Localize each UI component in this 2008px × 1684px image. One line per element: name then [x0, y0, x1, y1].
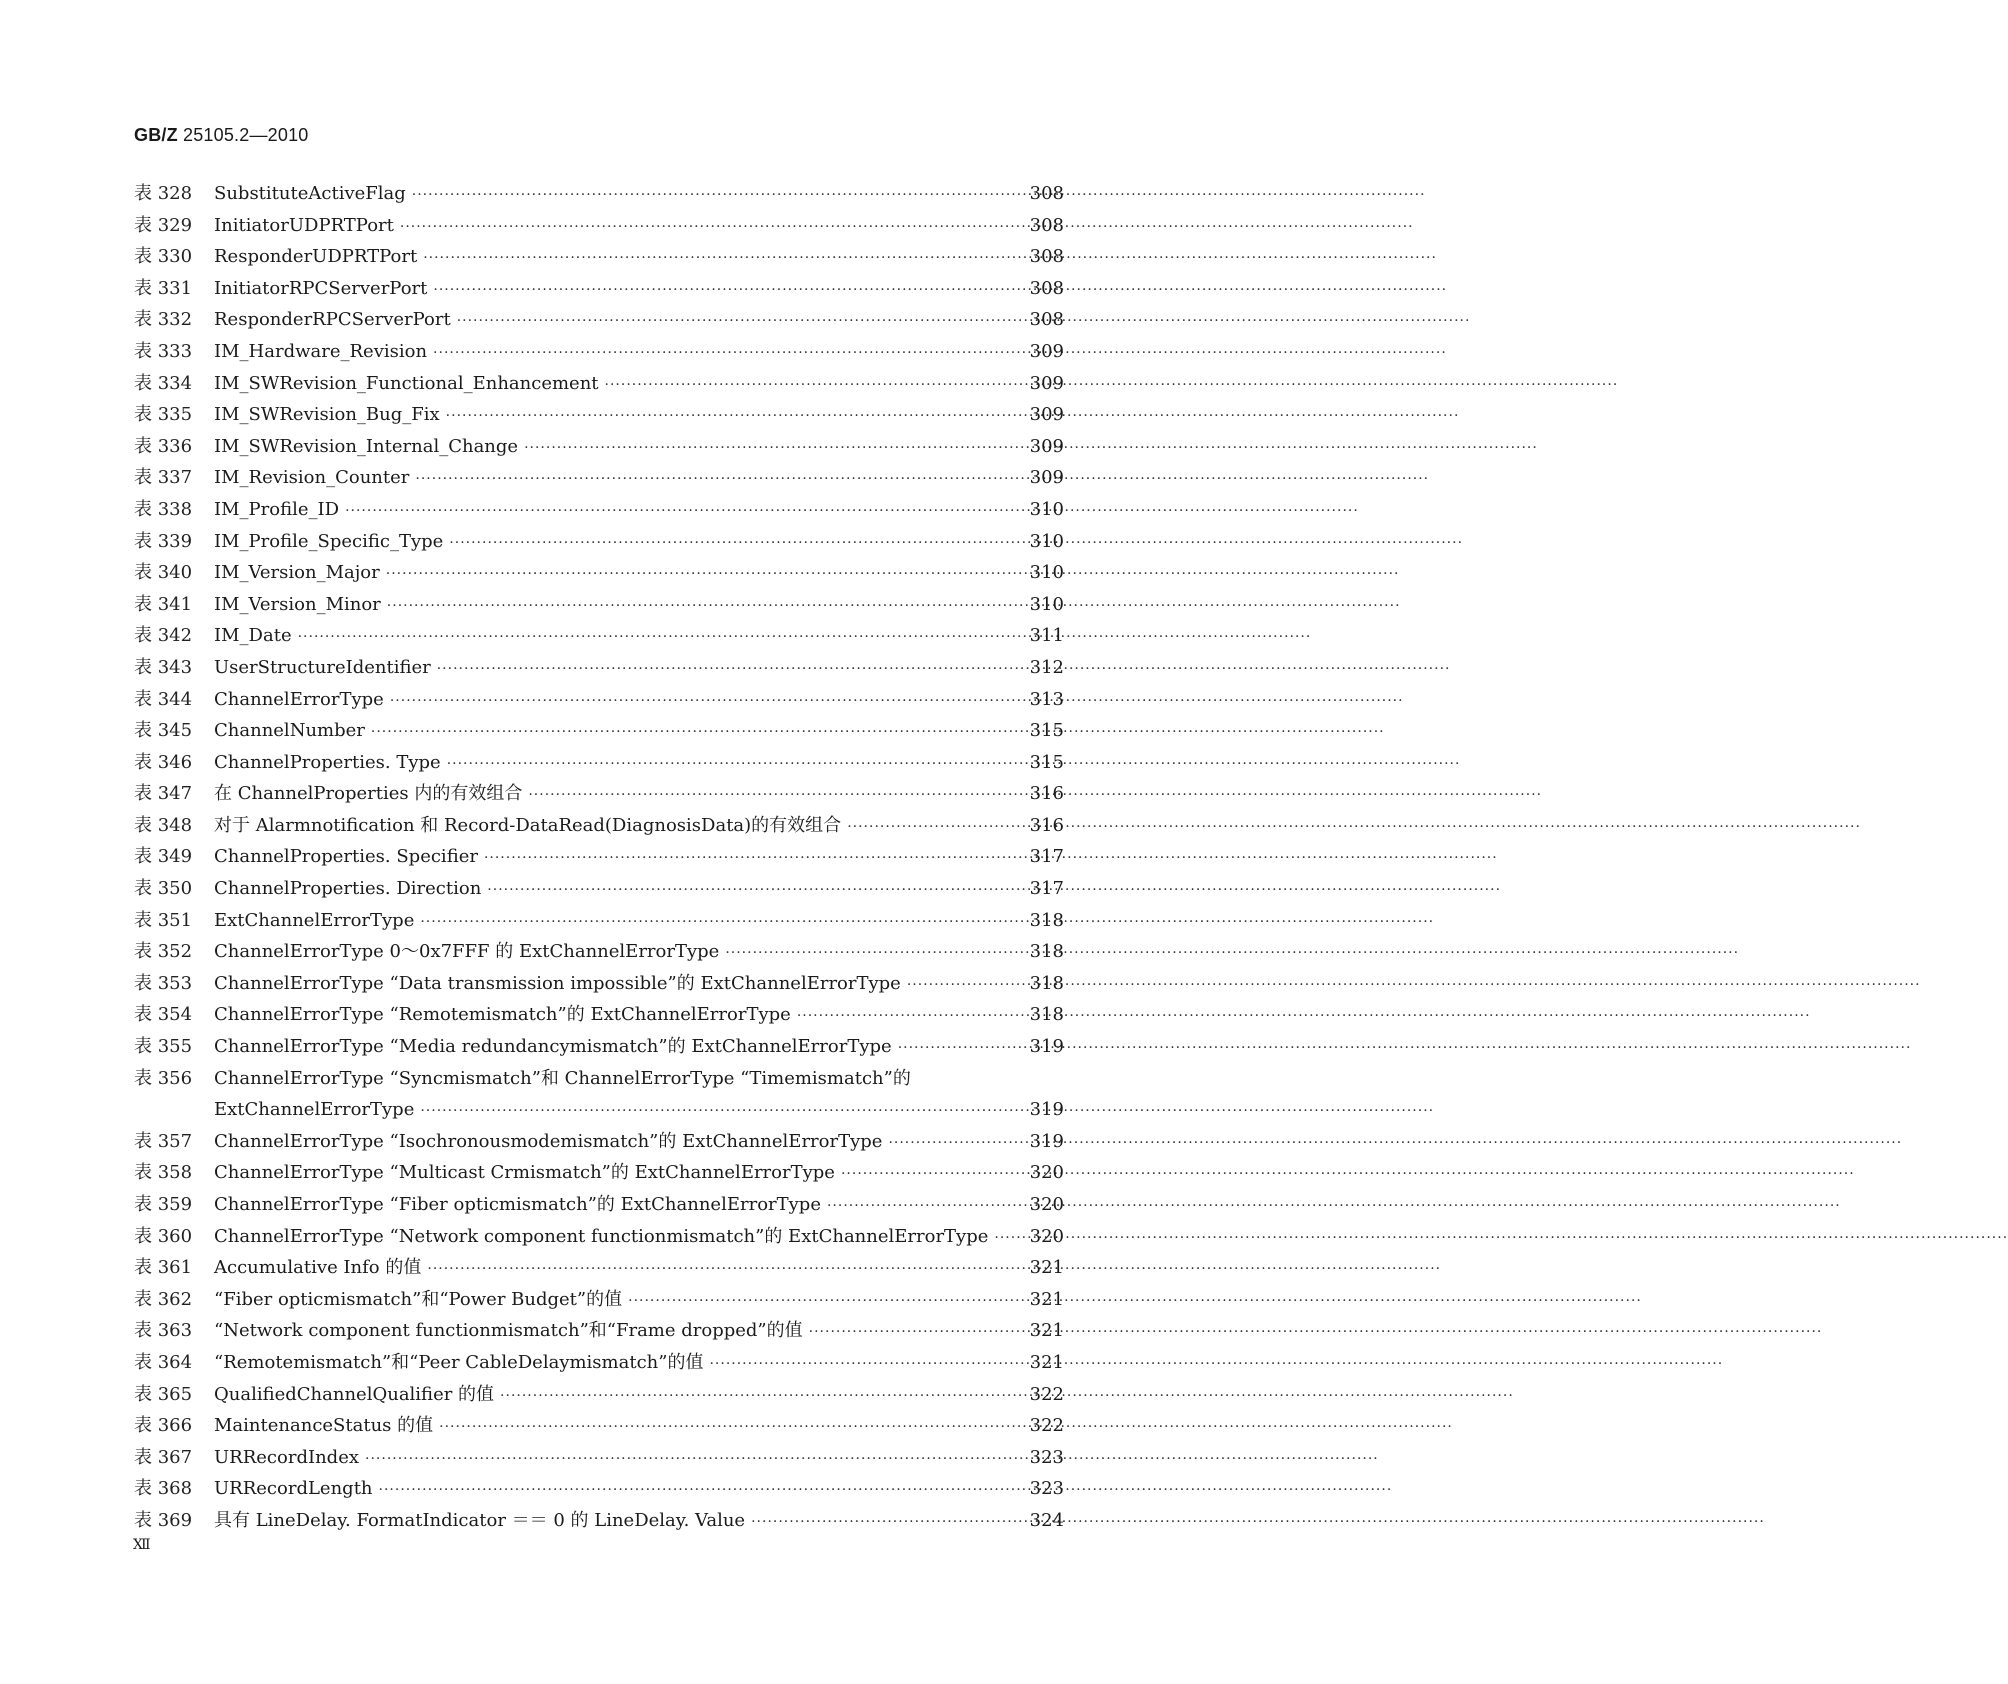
toc-entry[interactable] [134, 747, 1064, 779]
table-number: 表 333 [134, 340, 193, 362]
toc-entry[interactable] [134, 1094, 1064, 1126]
table-number: 表 330 [134, 246, 193, 268]
dot-leader [446, 401, 1018, 433]
entry-page-number: 322 [1029, 1383, 1064, 1405]
entry-title: ChannelProperties. Specifier [214, 846, 478, 868]
toc-entry[interactable] [134, 336, 1064, 368]
table-number: 表 357 [134, 1130, 193, 1152]
entry-page-number: 324 [1029, 1509, 1064, 1531]
toc-entry[interactable] [134, 557, 1064, 589]
dot-leader [457, 306, 1018, 338]
entry-title: UserStructureIdentifier [214, 656, 431, 678]
entry-page-number: 319 [1029, 1130, 1064, 1152]
entry-title: IM_Version_Major [214, 562, 380, 584]
toc-entry[interactable] [134, 873, 1064, 905]
entry-page-number: 315 [1029, 720, 1064, 742]
table-number: 表 331 [134, 277, 193, 299]
entry-page-number: 310 [1029, 498, 1064, 520]
dot-leader [386, 559, 1018, 591]
entry-page-number: 309 [1029, 435, 1064, 457]
dot-leader [524, 433, 1018, 465]
entry-title: IM_Hardware_Revision [214, 340, 428, 362]
dot-leader [907, 970, 1018, 1002]
toc-entry[interactable] [134, 999, 1064, 1031]
dot-leader [420, 907, 1018, 939]
entry-title: ChannelErrorType “Remotemismatch”的 ExtChannelErrorType [214, 1004, 791, 1026]
toc-entry[interactable] [134, 1063, 1064, 1095]
table-of-contents [134, 178, 1064, 1537]
entry-page-number: 318 [1029, 941, 1064, 963]
dot-leader [487, 875, 1018, 907]
entry-title: SubstituteActiveFlag [214, 183, 406, 204]
dot-leader [433, 338, 1018, 370]
table-number: 表 361 [134, 1257, 193, 1279]
toc-entry[interactable] [134, 399, 1064, 431]
dot-leader [605, 370, 1018, 402]
table-number: 表 353 [134, 972, 193, 994]
toc-entry[interactable] [134, 368, 1064, 400]
standard-code: GB/Z [134, 125, 178, 145]
table-number: 表 328 [134, 183, 193, 204]
entry-page-number: 321 [1029, 1257, 1064, 1279]
dot-leader [387, 591, 1018, 623]
toc-entry[interactable] [134, 526, 1064, 558]
standard-number: 25105.2—2010 [183, 125, 309, 145]
toc-entry[interactable] [134, 620, 1064, 652]
entry-page-number: 318 [1029, 1004, 1064, 1026]
table-number: 表 342 [134, 625, 193, 647]
toc-entry[interactable] [134, 841, 1064, 873]
entry-title: ChannelErrorType “Multicast Crmismatch”的 ExtChannelErrorType [214, 1162, 835, 1184]
table-number: 表 351 [134, 909, 193, 931]
entry-title: ChannelErrorType “Media redundancymismatch”的 ExtChannelErrorType [214, 1036, 892, 1058]
entry-page-number: 323 [1029, 1446, 1064, 1468]
toc-entry[interactable] [134, 810, 1064, 842]
entry-page-number: 321 [1029, 1351, 1064, 1373]
toc-entry[interactable] [134, 905, 1064, 937]
entry-title: ExtChannelErrorType [214, 1099, 415, 1121]
toc-entry[interactable] [134, 1031, 1064, 1063]
toc-entry[interactable] [134, 210, 1064, 242]
entry-title: 具有 LineDelay. FormatIndicator ＝＝ 0 的 LineDelay. Value [214, 1509, 746, 1531]
entry-page-number: 320 [1029, 1194, 1064, 1215]
entry-page-number: 308 [1029, 183, 1064, 204]
entry-page-number: 309 [1029, 404, 1064, 426]
entry-page-number: 320 [1029, 1162, 1064, 1184]
toc-entry[interactable] [134, 715, 1064, 747]
dot-leader [888, 1128, 1018, 1160]
toc-entry[interactable] [134, 1157, 1064, 1189]
table-number: 表 368 [134, 1478, 193, 1500]
dot-leader [827, 1191, 1018, 1223]
entry-title: ChannelProperties. Type [214, 751, 441, 773]
table-number: 表 366 [134, 1415, 193, 1437]
dot-leader [847, 812, 1018, 844]
table-number: 表 343 [134, 656, 193, 678]
dot-leader [484, 843, 1018, 875]
toc-entry[interactable] [134, 273, 1064, 305]
entry-page-number: 308 [1029, 246, 1064, 268]
entry-page-number: 309 [1029, 467, 1064, 489]
entry-page-number: 322 [1029, 1415, 1064, 1437]
table-number: 表 334 [134, 372, 193, 394]
table-number: 表 337 [134, 467, 193, 489]
entry-title: IM_Profile_ID [214, 498, 340, 520]
toc-entry[interactable] [134, 1284, 1064, 1316]
table-number: 表 362 [134, 1288, 193, 1310]
entry-title: ChannelProperties. Direction [214, 878, 482, 900]
entry-page-number: 323 [1029, 1478, 1064, 1500]
entry-page-number: 309 [1029, 372, 1064, 394]
table-number: 表 356 [134, 1067, 193, 1089]
table-number: 表 336 [134, 435, 193, 457]
dot-leader [400, 212, 1018, 244]
entry-title: IM_SWRevision_Internal_Change [214, 435, 519, 457]
table-number: 表 367 [134, 1446, 193, 1468]
dot-leader [809, 1317, 1018, 1349]
table-number: 表 346 [134, 751, 193, 773]
toc-entry[interactable] [134, 431, 1064, 463]
dot-leader [725, 938, 1018, 970]
entry-title: “Network component functionmismatch”和“Frame dropped”的值 [214, 1320, 803, 1342]
entry-title: “Fiber opticmismatch”和“Power Budget”的值 [214, 1288, 623, 1310]
entry-title: ChannelErrorType [214, 688, 384, 710]
dot-leader [994, 1223, 1018, 1255]
table-number: 表 345 [134, 720, 193, 742]
table-number: 表 338 [134, 498, 193, 520]
entry-page-number: 308 [1029, 277, 1064, 299]
entry-title: 对于 Alarmnotification 和 Record-DataRead(DiagnosisData)的有效组合 [214, 814, 842, 836]
table-number: 表 332 [134, 309, 193, 331]
entry-title: IM_SWRevision_Functional_Enhancement [214, 372, 599, 394]
dot-leader [628, 1286, 1018, 1318]
table-number: 表 340 [134, 562, 193, 584]
entry-page-number: 316 [1029, 783, 1064, 805]
entry-title: ChannelErrorType “Fiber opticmismatch”的 ExtChannelErrorType [214, 1194, 821, 1215]
dot-leader [390, 686, 1018, 718]
entry-page-number: 308 [1029, 214, 1064, 236]
entry-title: IM_Revision_Counter [214, 467, 410, 489]
toc-entry[interactable] [134, 1126, 1064, 1158]
entry-page-number: 321 [1029, 1288, 1064, 1310]
entry-title: ChannelErrorType “Syncmismatch”和 ChannelErrorType “Timemismatch”的 [214, 1067, 911, 1089]
entry-page-number: 310 [1029, 562, 1064, 584]
toc-entry[interactable] [134, 462, 1064, 494]
entry-page-number: 318 [1029, 909, 1064, 931]
table-number: 表 335 [134, 404, 193, 426]
table-number: 表 360 [134, 1225, 193, 1247]
entry-title: MaintenanceStatus 的值 [214, 1415, 434, 1437]
dot-leader [412, 180, 1018, 212]
toc-entry[interactable] [134, 589, 1064, 621]
entry-title: QualifiedChannelQualifier 的值 [214, 1383, 495, 1405]
toc-entry[interactable] [134, 1189, 1064, 1221]
table-number: 表 354 [134, 1004, 193, 1026]
toc-entry[interactable] [134, 1221, 1064, 1253]
entry-page-number: 316 [1029, 814, 1064, 836]
entry-page-number: 315 [1029, 751, 1064, 773]
toc-entry[interactable] [134, 1347, 1064, 1379]
table-number: 表 348 [134, 814, 193, 836]
dot-leader [379, 1475, 1018, 1507]
dot-leader [371, 717, 1018, 749]
toc-entry[interactable] [134, 968, 1064, 1000]
toc-entry[interactable] [134, 684, 1064, 716]
entry-title: “Remotemismatch”和“Peer CableDelaymismatch”的值 [214, 1351, 704, 1373]
entry-title: IM_Date [214, 625, 292, 647]
dot-leader [423, 243, 1018, 275]
table-number: 表 341 [134, 593, 193, 615]
toc-entry[interactable] [134, 1379, 1064, 1411]
entry-page-number: 318 [1029, 972, 1064, 994]
toc-entry[interactable] [134, 241, 1064, 273]
entry-title: ExtChannelErrorType [214, 909, 415, 931]
table-number: 表 369 [134, 1509, 193, 1531]
toc-entry[interactable] [134, 494, 1064, 526]
dot-leader [751, 1507, 1018, 1539]
table-number: 表 365 [134, 1383, 193, 1405]
entry-title: ChannelNumber [214, 720, 365, 742]
toc-entry[interactable] [134, 1505, 1064, 1537]
entry-title: Accumulative Info 的值 [214, 1257, 422, 1279]
dot-leader [709, 1349, 1018, 1381]
entry-title: ChannelErrorType “Isochronousmodemismatch”的 ExtChannelErrorType [214, 1130, 883, 1152]
table-number: 表 350 [134, 878, 193, 900]
toc-entry[interactable] [134, 1442, 1064, 1474]
entry-page-number: 321 [1029, 1320, 1064, 1342]
dot-leader [420, 1096, 1018, 1128]
toc-entry[interactable] [134, 1473, 1064, 1505]
dot-leader [345, 496, 1018, 528]
dot-leader [439, 1412, 1018, 1444]
entry-page-number: 320 [1029, 1225, 1064, 1247]
entry-title: IM_SWRevision_Bug_Fix [214, 404, 440, 426]
dot-leader [427, 1254, 1018, 1286]
toc-entry[interactable] [134, 778, 1064, 810]
document-header [134, 125, 309, 146]
entry-page-number: 317 [1029, 846, 1064, 868]
entry-page-number: 310 [1029, 593, 1064, 615]
dot-leader [898, 1033, 1018, 1065]
entry-title: ChannelErrorType “Data transmission impossible”的 ExtChannelErrorType [214, 972, 901, 994]
dot-leader [415, 464, 1018, 496]
toc-entry[interactable] [134, 936, 1064, 968]
entry-title: IM_Version_Minor [214, 593, 381, 615]
entry-page-number: 317 [1029, 878, 1064, 900]
entry-page-number: 310 [1029, 530, 1064, 552]
page-number: Ⅻ [133, 1537, 150, 1553]
entry-page-number: 308 [1029, 309, 1064, 331]
entry-title: ChannelErrorType “Network component functionmismatch”的 ExtChannelErrorType [214, 1225, 989, 1247]
dot-leader [500, 1381, 1018, 1413]
table-number: 表 363 [134, 1320, 193, 1342]
toc-entry[interactable] [134, 178, 1064, 210]
table-number: 表 352 [134, 941, 193, 963]
toc-entry[interactable] [134, 652, 1064, 684]
entry-page-number: 311 [1029, 625, 1064, 647]
entry-title: InitiatorUDPRTPort [214, 214, 394, 236]
dot-leader [447, 749, 1018, 781]
dot-leader [365, 1444, 1018, 1476]
dot-leader [437, 654, 1018, 686]
entry-page-number: 312 [1029, 656, 1064, 678]
entry-title: ResponderUDPRTPort [214, 246, 418, 268]
toc-entry[interactable] [134, 1315, 1064, 1347]
table-number: 表 339 [134, 530, 193, 552]
table-number: 表 349 [134, 846, 193, 868]
entry-title: URRecordIndex [214, 1446, 360, 1468]
dot-leader [449, 528, 1018, 560]
entry-page-number: 313 [1029, 688, 1064, 710]
entry-title: 在 ChannelProperties 内的有效组合 [214, 783, 523, 805]
entry-title: InitiatorRPCServerPort [214, 277, 428, 299]
table-number: 表 359 [134, 1194, 193, 1215]
entry-page-number: 309 [1029, 340, 1064, 362]
dot-leader [433, 275, 1018, 307]
entry-title: ChannelErrorType 0～0x7FFF 的 ExtChannelErrorType [214, 941, 720, 963]
dot-leader [528, 780, 1018, 812]
dot-leader [298, 622, 1018, 654]
table-number: 表 344 [134, 688, 193, 710]
dot-leader [797, 1001, 1018, 1033]
table-number: 表 347 [134, 783, 193, 805]
entry-title: URRecordLength [214, 1478, 373, 1500]
table-number: 表 358 [134, 1162, 193, 1184]
entry-page-number: 319 [1029, 1099, 1064, 1121]
entry-title: IM_Profile_Specific_Type [214, 530, 444, 552]
toc-entry[interactable] [134, 1252, 1064, 1284]
table-number: 表 364 [134, 1351, 193, 1373]
dot-leader [841, 1159, 1018, 1191]
entry-title: ResponderRPCServerPort [214, 309, 451, 331]
table-number: 表 355 [134, 1036, 193, 1058]
toc-entry[interactable] [134, 1410, 1064, 1442]
entry-page-number: 319 [1029, 1036, 1064, 1058]
toc-entry[interactable] [134, 304, 1064, 336]
table-number: 表 329 [134, 214, 193, 236]
